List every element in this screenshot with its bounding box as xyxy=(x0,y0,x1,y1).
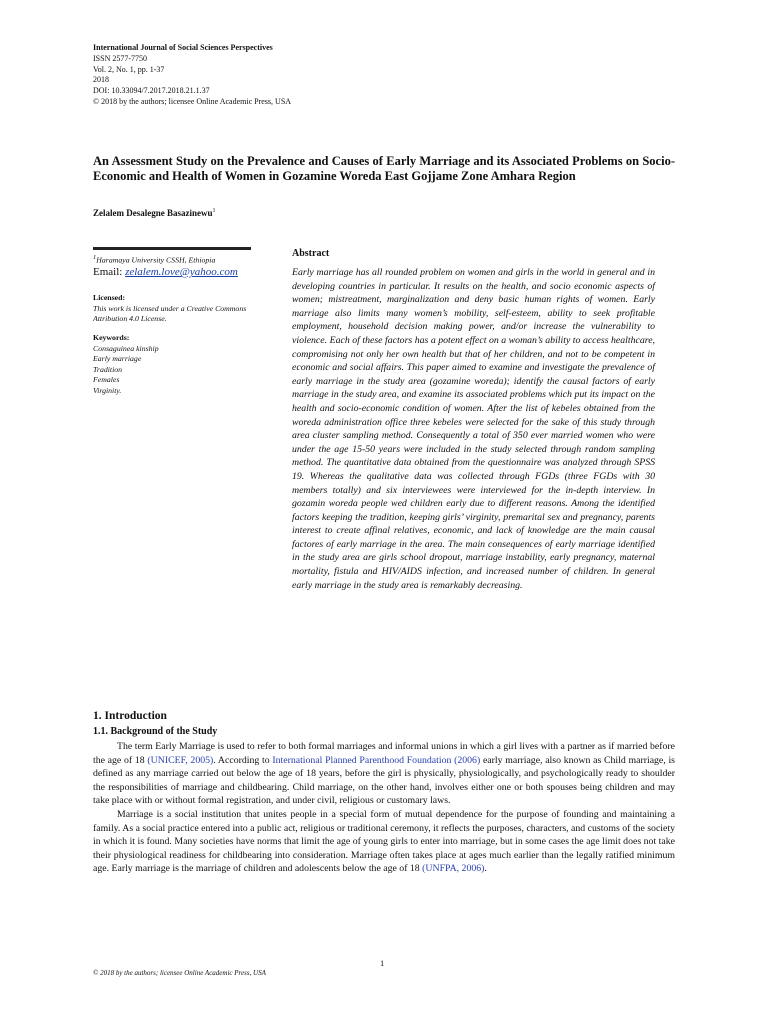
volume: Vol. 2, No. 1, pp. 1-37 xyxy=(93,64,165,74)
abstract-heading: Abstract xyxy=(292,248,330,259)
doi: DOI: 10.33094/7.2017.2018.21.1.37 xyxy=(93,86,210,96)
citation-link[interactable]: (UNICEF, 2005) xyxy=(147,754,214,766)
author-sup: 1 xyxy=(212,208,216,214)
keywords-label: Keywords: xyxy=(93,332,130,342)
license-label: Licensed: xyxy=(93,293,126,303)
paragraph: Marriage is a social institution that unites people in a special form of mutual dependence for the purpose of founding and maintaining a family. As a social practice entered into a public act, religious or traditional ceremony, it reflects the purposes, characters, and customs of the society in which it is found. Many societies have norms that limit the age of young girls to enter into marriage, but in some cases the age limit does not take their physiological readiness for childbearing into consideration. Marriage often takes place at ages much earlier than the legally ratified minimum age. Early marriage is the marriage of children and adolescents below the age of 18 (UNFPA, 2006). xyxy=(93,808,675,875)
sidebar-rule xyxy=(93,247,251,250)
keyword-item: Tradition xyxy=(93,364,123,374)
keyword-item: Early marriage xyxy=(93,354,142,364)
journal-name: International Journal of Social Sciences Perspectives xyxy=(93,43,273,52)
affiliation: $^1$Haramaya University CSSH, Ethiopia xyxy=(93,254,216,265)
article-sidebar xyxy=(93,253,263,397)
author xyxy=(93,208,216,218)
citation-link[interactable]: (UNFPA, 2006) xyxy=(422,863,485,875)
section-heading: 1. Introduction xyxy=(93,710,167,722)
subsection-heading: 1.1. Background of the Study xyxy=(93,726,218,737)
email-link[interactable]: zelalem.love@yahoo.com xyxy=(125,266,238,279)
footer-copyright: © 2018 by the authors; licensee Online Academic Press, USA xyxy=(93,969,266,977)
citation-link[interactable]: International Planned Parenthood Foundation (2006) xyxy=(272,754,481,766)
paragraph: The term Early Marriage is used to refer to both formal marriages and informal unions in which a girl lives with a partner as if married before the age of 18 (UNICEF, 2005). According to International Planned Parenthood Foundation (2006) early marriage, also known as Child marriage, is defined as any marriage carried out below the age of 18 years, before the girl is physically, physiologically, and psychologically ready to shoulder the responsibilities of marriage and childbearing. Child marriage, on the other hand, involves either one or both spouses being children and may take place with or without formal registration, and under civil, religious or customary laws. xyxy=(93,741,675,807)
issn: ISSN 2577-7750 xyxy=(93,53,148,63)
keyword-item: Consaguinea kinship xyxy=(93,343,159,353)
keyword-item: Females xyxy=(93,375,120,385)
keyword-item: Virginity. xyxy=(93,385,122,395)
introduction-body xyxy=(93,740,675,876)
paper-title: An Assessment Study on the Prevalence and Causes of Early Marriage and its Associated Problems on Socio-Economic and Health of Women in Gozamine Woreda East Gojjame Zone Amhara Region xyxy=(93,154,675,184)
email-line: Email: zelalem.love@yahoo.com xyxy=(93,266,238,279)
year: 2018 xyxy=(93,75,109,85)
abstract-text: Early marriage has all rounded problem on women and girls in the world in general and in developing countries in particular. It results on the health, and socio economic aspects of women; mistreatment, marginalization and deny basic human rights of women. Early marriage also limits many women’s mobility, self-esteem, ability to seek profitable employment, household decision making power, and/or increase the vulnerability to violence. Each of these factors has a potent effect on a woman’s ability to access healthcare, compromising not only her own health but that of her children, and not to be competent in economic and social affairs. This paper aimed to examine and investigate the prevalence of early marriage in the study area (gozamine woreda); identify the causal factors of early marriage in the study area, and examine its associated problems which put its impact on the health and socio-economic condition of women. After the list of kebeles obtained from the woreda administration office three kebeles were selected for the sake of this study through area cluster sampling method. Consequently a total of 350 ever married women who were under the age 15-50 years were included in the study selected through random sampling method. The quantitative data obtained from the questionnaire was analyzed through SPSS 19. Whereas the qualitative data was collected through FGDs (three FGDs with 30 members totally) and six interviewees were interviewed for the in-depth interview. In gozamin woreda people wed children early due to different reasons. Among the identified factors keeping the tradition, keeping girls’ virginity, premarital sex and pregnancy, parents interest to create affinal relatives, economic, and lack of knowledge are the main causal factores of early marriage in the area. The main consequences of early marriage identified in the study area are girls school dropout, marriage instability, early pregnancy, maternal mortality, fistula and HIV/AIDS infection, and increased number of children. In general early marriage in the study area is remarkably decreasing. xyxy=(292,267,655,591)
page-number: 1 xyxy=(380,958,385,968)
header-copyright: © 2018 by the authors; licensee Online Academic Press, USA xyxy=(93,96,292,106)
author-name: Zelalem Desalegne Basazinewu xyxy=(93,208,213,218)
journal-header xyxy=(93,43,291,108)
license-text: This work is licensed under a Creative Commons Attribution 4.0 License. xyxy=(93,303,247,324)
